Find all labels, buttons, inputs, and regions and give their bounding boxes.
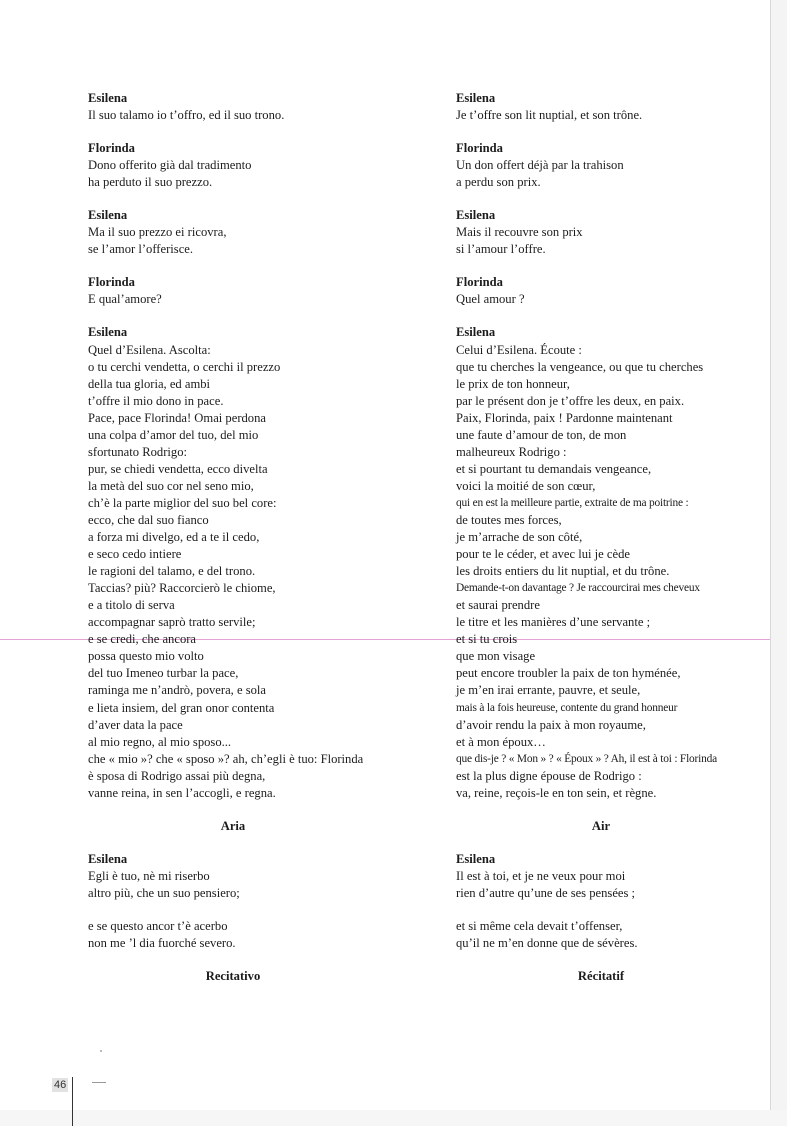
page-number: 46 xyxy=(54,1079,67,1091)
stanza-block xyxy=(88,918,418,952)
speaker-name: Esilena xyxy=(88,851,128,866)
verse-line: qui en est la meilleure partie, extraite de ma poitrine : xyxy=(456,496,689,509)
verse-line: a forza mi divelgo, ed a te il cedo, xyxy=(88,530,260,545)
verse-line: d’aver data la pace xyxy=(88,717,183,732)
verse-line: e se credi, che ancora xyxy=(88,632,197,647)
margin-rule xyxy=(72,1077,73,1126)
recitatif-heading: Récitatif xyxy=(577,969,625,984)
verse-line: non me ’l dia fuorché severo. xyxy=(88,936,236,951)
dialogue-block xyxy=(456,90,756,124)
verse-line: Demande-t-on davantage ? Je raccourcirai mes cheveux xyxy=(456,582,700,595)
verse-line: mais à la fois heureuse, contente du grand honneur xyxy=(456,701,678,714)
speaker-name: Esilena xyxy=(456,325,496,340)
verse-line: va, reine, reçois-le en ton sein, et règne. xyxy=(456,785,657,800)
verse-line: raminga me n’andrò, povera, e sola xyxy=(88,683,266,698)
verse-line: pur, se chiedi vendetta, ecco divelta xyxy=(88,461,268,476)
verse-line: le titre et les manières d’une servante ; xyxy=(456,615,651,630)
verse-line: Egli è tuo, nè mi riserbo xyxy=(88,868,210,883)
verse-line: vanne reina, in sen l’accogli, e regna. xyxy=(88,785,276,800)
dialogue-block xyxy=(88,207,418,258)
verse-line: voici la moitié de son cœur, xyxy=(456,478,596,493)
dialogue-block xyxy=(456,851,756,902)
speaker-name: Esilena xyxy=(88,208,128,223)
verse-line: o tu cerchi vendetta, o cerchi il prezzo xyxy=(88,359,281,374)
verse-line: je m’arrache de son côté, xyxy=(456,530,583,545)
verse-line: Taccias? più? Raccorcierò le chiome, xyxy=(88,581,276,596)
verse-line: que mon visage xyxy=(456,649,536,664)
verse-line: una colpa d’amor del tuo, del mio xyxy=(88,427,259,442)
verse-line: une faute d’amour de ton, de mon xyxy=(456,427,627,442)
verse-line: e lieta insiem, del gran onor contenta xyxy=(88,700,275,715)
verse-line: altro più, che un suo pensiero; xyxy=(88,885,240,900)
air-heading: Air xyxy=(591,818,611,833)
verse-line: e seco cedo intiere xyxy=(88,547,182,562)
verse-line: malheureux Rodrigo : xyxy=(456,444,567,459)
speaker-name: Esilena xyxy=(456,851,496,866)
verse-line: Je t’offre son lit nuptial, et son trône. xyxy=(456,108,643,123)
verse-line: les droits entiers du lit nuptial, et du trône. xyxy=(456,564,670,579)
verse-line: je m’en irai errante, pauvre, et seule, xyxy=(456,683,641,698)
margin-tick xyxy=(92,1082,106,1083)
dialogue-block xyxy=(88,274,418,308)
dialogue-block xyxy=(88,140,418,191)
verse-line: Ma il suo prezzo ei ricovra, xyxy=(88,225,227,240)
dialogue-block xyxy=(88,90,418,124)
dialogue-block xyxy=(456,324,756,801)
dialogue-block xyxy=(456,140,756,191)
speaker-name: Esilena xyxy=(456,208,496,223)
speaker-name: Florinda xyxy=(456,275,503,290)
verse-line: è sposa di Rodrigo assai più degna, xyxy=(88,768,266,783)
verse-line: del tuo Imeneo turbar la pace, xyxy=(88,666,239,681)
verse-line: qu’il ne m’en donne que de sévères. xyxy=(456,936,638,951)
verse-line: d’avoir rendu la paix à mon royaume, xyxy=(456,717,646,732)
verse-line: si l’amour l’offre. xyxy=(456,242,546,257)
verse-line: de toutes mes forces, xyxy=(456,512,562,527)
verse-line: Dono offerito già dal tradimento xyxy=(88,158,252,173)
verse-line: peut encore troubler la paix de ton hyménée, xyxy=(456,666,681,681)
verse-line: t’offre il mio dono in pace. xyxy=(88,393,224,408)
verse-line: ecco, che dal suo fianco xyxy=(88,512,209,527)
verse-line: pour te le céder, et avec lui je cède xyxy=(456,547,630,562)
aria-heading: Aria xyxy=(220,818,246,833)
verse-line: le prix de ton honneur, xyxy=(456,376,570,391)
verse-line: accompagnar saprò tratto servile; xyxy=(88,615,256,630)
verse-line: que dis-je ? « Mon » ? « Époux » ? Ah, il est à toi : Florinda xyxy=(456,752,717,765)
verse-line: et si pourtant tu demandais vengeance, xyxy=(456,461,652,476)
verse-line: le ragioni del talamo, e del trono. xyxy=(88,564,256,579)
verse-line: che « mio »? che « sposo »? ah, ch’egli è tuo: Florinda xyxy=(88,751,364,766)
scan-edge-bottom xyxy=(0,1110,787,1126)
verse-line: e se questo ancor t’è acerbo xyxy=(88,918,228,933)
speaker-name: Florinda xyxy=(88,275,135,290)
verse-line: est la plus digne épouse de Rodrigo : xyxy=(456,768,642,783)
dialogue-block xyxy=(88,851,418,902)
verse-line: ch’è la parte miglior del suo bel core: xyxy=(88,495,277,510)
verse-line: possa questo mio volto xyxy=(88,649,204,664)
verse-line: sfortunato Rodrigo: xyxy=(88,444,187,459)
verse-line: Quel d’Esilena. Ascolta: xyxy=(88,342,211,357)
verse-line: rien d’autre qu’une de ses pensées ; xyxy=(456,885,636,900)
stanza-block xyxy=(456,918,756,952)
verse-line: se l’amor l’offerisce. xyxy=(88,242,194,257)
verse-line: et si tu crois xyxy=(456,632,518,647)
speaker-name: Florinda xyxy=(456,141,503,156)
speaker-name: Esilena xyxy=(88,91,128,105)
verse-line: et saurai prendre xyxy=(456,598,540,613)
french-column xyxy=(456,90,756,1001)
dialogue-block xyxy=(456,207,756,258)
verse-line: Quel amour ? xyxy=(456,292,525,307)
verse-line: et à mon époux… xyxy=(456,734,546,749)
verse-line: della tua gloria, ed ambi xyxy=(88,376,211,391)
speaker-name: Esilena xyxy=(456,91,496,105)
verse-line: Celui d’Esilena. Écoute : xyxy=(456,342,582,357)
verse-line: Mais il recouvre son prix xyxy=(456,225,583,240)
italian-column xyxy=(88,90,418,1001)
verse-line: Pace, pace Florinda! Omai perdona xyxy=(88,410,266,425)
dialogue-block xyxy=(88,324,418,801)
verse-line: et si même cela devait t’offenser, xyxy=(456,918,623,933)
verse-line: par le présent don je t’offre les deux, en paix. xyxy=(456,393,685,408)
verse-line: E qual’amore? xyxy=(88,292,162,307)
speaker-name: Esilena xyxy=(88,325,128,340)
scan-edge-right xyxy=(770,0,787,1126)
speaker-name: Florinda xyxy=(88,141,135,156)
dialogue-block xyxy=(456,274,756,308)
verse-line: Paix, Florinda, paix ! Pardonne maintenant xyxy=(456,410,673,425)
verse-line: e a titolo di serva xyxy=(88,598,175,613)
verse-line: Un don offert déjà par la trahison xyxy=(456,158,624,173)
verse-line: al mio regno, al mio sposo... xyxy=(88,734,232,749)
verse-line: la metà del suo cor nel seno mio, xyxy=(88,478,254,493)
verse-line: a perdu son prix. xyxy=(456,175,541,190)
verse-line: Il est à toi, et je ne veux pour moi xyxy=(456,868,626,883)
verse-line: ha perduto il suo prezzo. xyxy=(88,175,213,190)
verse-line: Il suo talamo io t’offro, ed il suo trono. xyxy=(88,108,285,123)
scan-speck xyxy=(100,1050,102,1052)
verse-line: que tu cherches la vengeance, ou que tu cherches xyxy=(456,359,704,374)
recitativo-heading: Recitativo xyxy=(205,969,261,984)
